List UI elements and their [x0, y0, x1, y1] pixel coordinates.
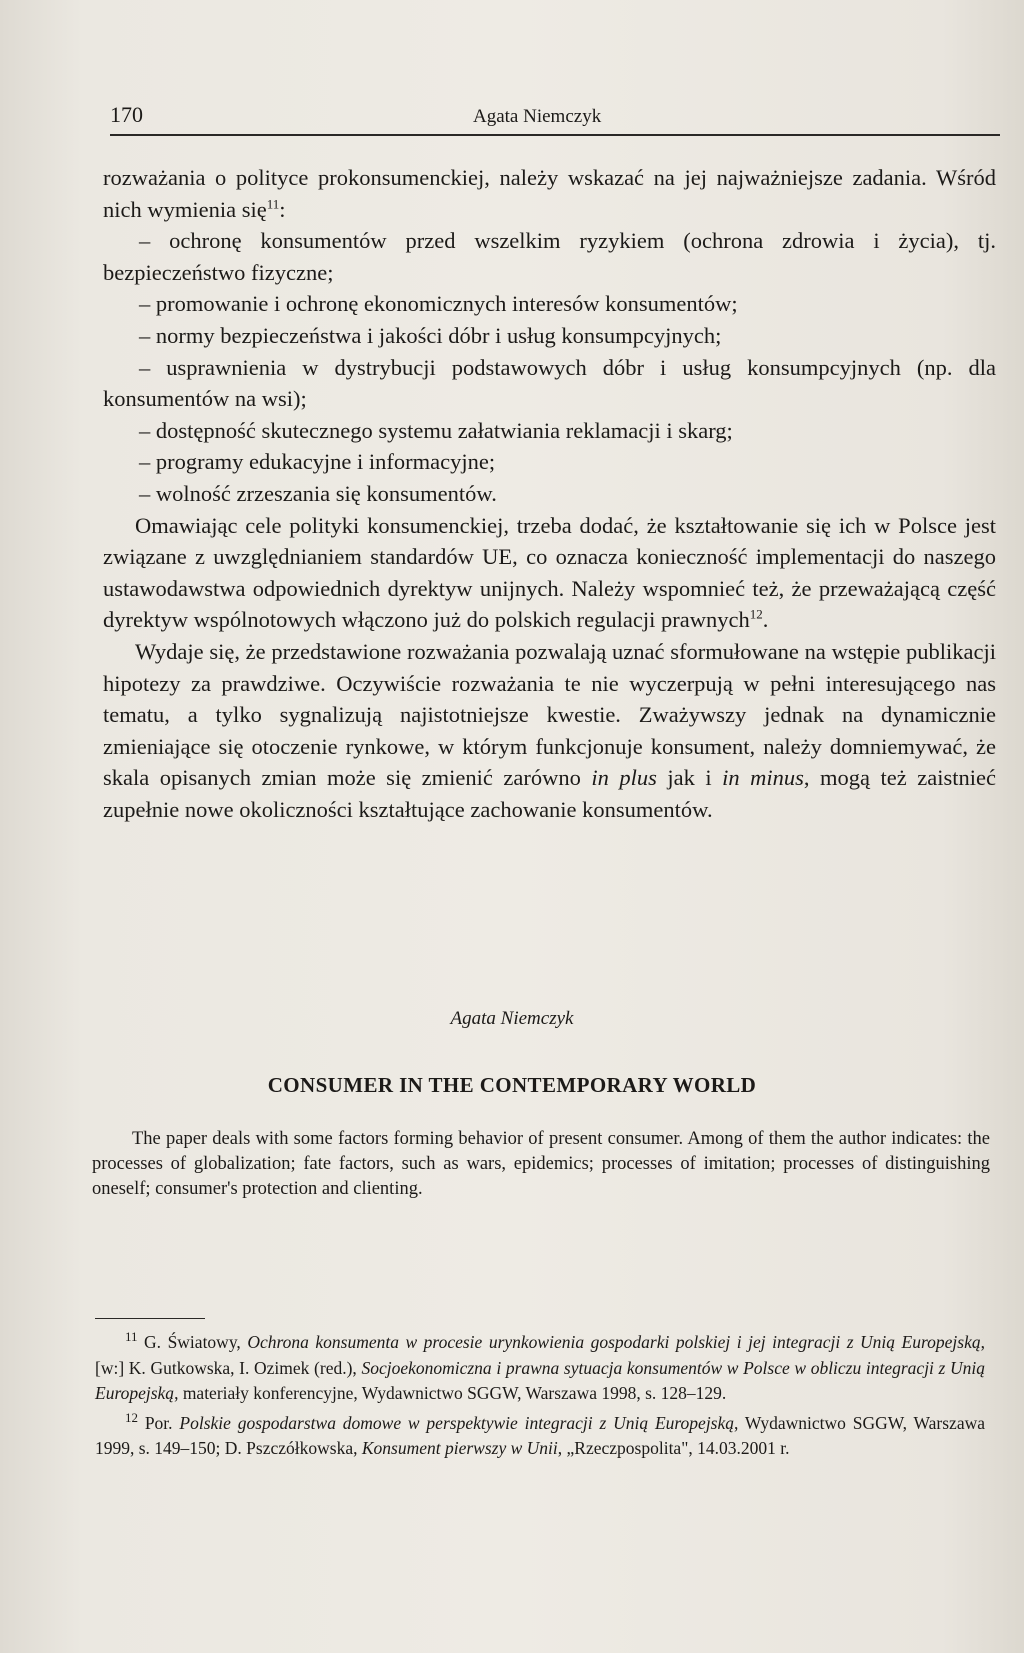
paragraph-intro-end: : [279, 196, 286, 222]
paragraph-eu-standards-end: . [762, 607, 769, 633]
footnote-text: , [w:] K. Gutkowska, I. Ozimek (red.), [95, 1332, 985, 1378]
paragraph-intro [103, 162, 996, 225]
footnote-title: Socjoekonomiczna i prawna sytuacja konsumentów w Polsce w obliczu integracji z Unią Europejską [95, 1357, 986, 1404]
footnotes [95, 1330, 985, 1466]
footnote-title: Polskie gospodarstwa domowe w perspektywie integracji z Unią Europejską [179, 1412, 735, 1433]
list-item: – promowanie i ochronę ekonomicznych interesów konsumentów; [139, 291, 738, 317]
paragraph-eu-standards-text: Omawiając cele polityki konsumenckiej, trzeba dodać, że kształtowanie się ich w Polsce jest związane z uwzględnianiem standardów UE, co oznacza konieczność implementacji do naszego ustawodawstwa odpowiednich dyrektyw unijnych. Należy wspomnieć też, że przeważającą część dyrektyw wspólnotowych włączono już do polskich regulacji prawnych [103, 512, 996, 633]
running-head: Agata Niemczyk [473, 106, 602, 127]
footnote-ref-12[interactable]: 12 [749, 606, 763, 622]
list-item: – dostępność skutecznego systemu załatwiania reklamacji i skarg; [139, 417, 733, 443]
abstract-author: Agata Niemczyk [450, 1008, 574, 1029]
header-rule [110, 134, 1000, 136]
list-item: – ochronę konsumentów przed wszelkim ryzykiem (ochrona zdrowia i życia), tj. bezpieczeństwo fizyczne; [103, 228, 996, 285]
footnote-title: Konsument pierwszy w Unii [361, 1438, 558, 1459]
footnote-text: Por. [138, 1412, 180, 1433]
list-item: – programy edukacyjne i informacyjne; [139, 449, 496, 475]
conclusion-italic-1: in plus [591, 765, 657, 791]
footnote-ref-11[interactable]: 11 [266, 196, 280, 212]
abstract-title: CONSUMER IN THE CONTEMPORARY WORLD [267, 1073, 757, 1097]
footnote-text: G. Światowy, [137, 1332, 248, 1352]
list-item: – usprawnienia w dystrybucji podstawowych dóbr i usług konsumpcyjnych (np. dla konsumentów na wsi); [103, 354, 996, 412]
paragraph-eu-standards [103, 510, 996, 636]
footnote-rule [95, 1318, 205, 1319]
paragraph-conclusion [103, 636, 996, 826]
footnote-12 [95, 1411, 985, 1462]
main-text [103, 162, 996, 825]
paragraph-intro-text: rozważania o polityce prokonsumenckiej, należy wskazać na jej najważniejsze zadania. Wśród nich wymienia się [103, 165, 996, 222]
page-number: 170 [110, 102, 143, 127]
list-item: – normy bezpieczeństwa i jakości dóbr i usług konsumpcyjnych; [139, 322, 722, 348]
footnote-title: Ochrona konsumenta w procesie urynkowienia gospodarki polskiej i jej integracji z Unią Europejską [247, 1332, 981, 1352]
conclusion-italic-2: in minus [722, 765, 804, 791]
footnote-number: 12 [125, 1409, 138, 1425]
list-item: – wolność zrzeszania się konsumentów. [139, 480, 497, 506]
abstract-text: The paper deals with some factors forming behavior of present consumer. Among of them the author indicates: the processes of globalization; fate factors, such as wars, epidemics; processes of imitation; processes of distinguishing oneself; consumer's protection and clienting. [92, 1129, 990, 1199]
footnote-11 [95, 1330, 985, 1407]
footnote-text: , materiały konferencyjne, Wydawnictwo SGGW, Warszawa 1998, s. 128–129. [174, 1383, 727, 1404]
footnote-number: 11 [125, 1329, 138, 1345]
footnote-text: , „Rzeczpospolita", 14.03.2001 r. [557, 1438, 790, 1459]
conclusion-text-c: , mogą też zaistnieć zupełnie nowe okoliczności kształtujące zachowanie konsumentów. [103, 765, 996, 822]
conclusion-text-a: Wydaje się, że przedstawione rozważania pozwalają uznać sformułowane na wstępie publikacji hipotezy za prawdziwe. Oczywiście rozważania te nie wyczerpują w pełni interesującego nas tematu, a tylko sygnalizują najistotniejsze kwestie. Zważywszy jednak na dynamicznie zmieniające się otoczenie rynkowe, w którym funkcjonuje konsument, należy domniemywać, że skala opisanych zmian może się zmienić zarówno [103, 638, 996, 791]
conclusion-text-b: jak i [656, 765, 723, 791]
footnote-text: , Wydawnictwo SGGW, Warszawa 1999, s. 149–150; D. Pszczółkowska, [95, 1412, 985, 1459]
page-header [110, 96, 1000, 136]
